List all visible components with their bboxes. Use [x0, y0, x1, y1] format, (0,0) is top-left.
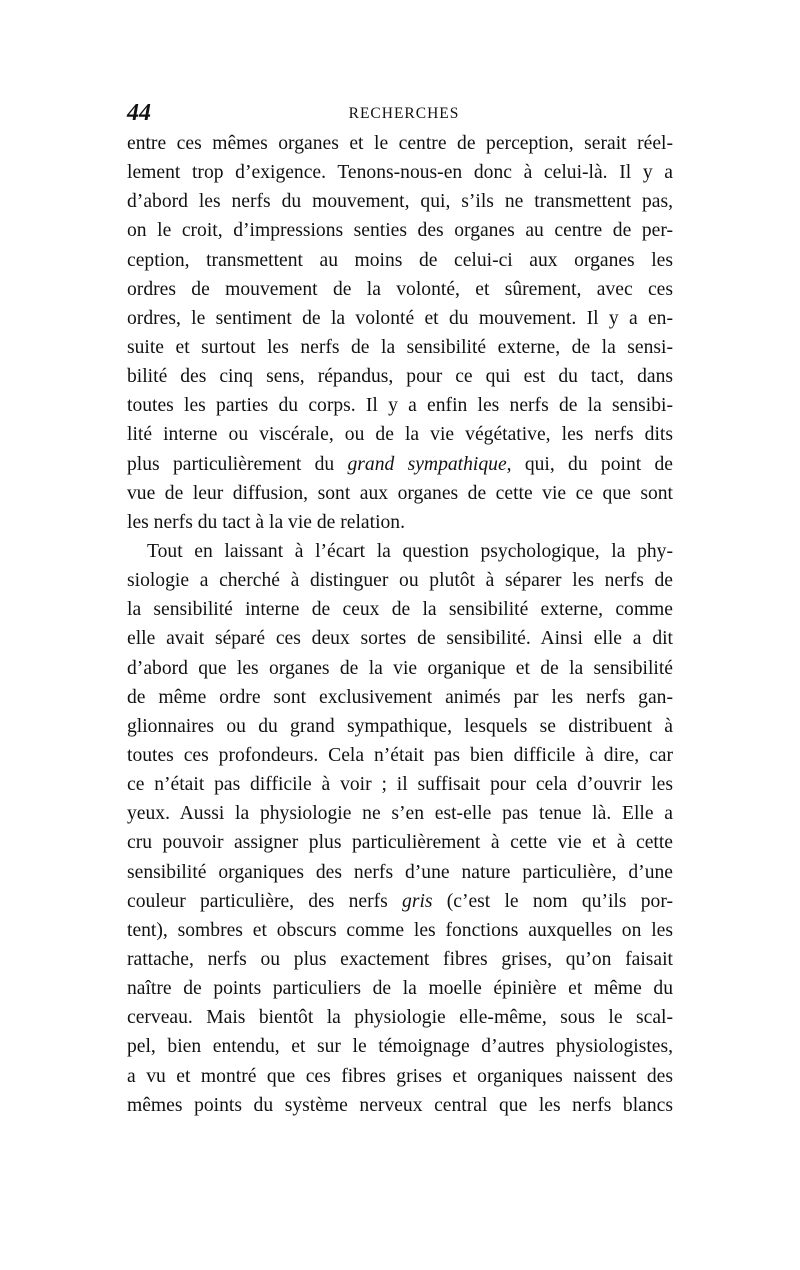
text-line: tent), sombres et obscurs comme les fonctions auxquelles on les	[127, 919, 673, 941]
text-line: vue de leur diffusion, sont aux organes de cette vie ce que sont	[127, 482, 673, 504]
text-line-with-italic	[127, 450, 673, 479]
text-line: lement trop d’exigence. Tenons-nous-en donc à celui-là. Il y a	[127, 162, 673, 184]
text-line: suite et surtout les nerfs de la sensibilité externe, de la sensi-	[127, 336, 673, 358]
text-line: bilité des cinq sens, répandus, pour ce qui est du tact, dans	[127, 366, 673, 388]
text-line: elle avait séparé ces deux sortes de sensibilité. Ainsi elle a dit	[127, 628, 673, 650]
running-head: RECHERCHES	[348, 105, 460, 122]
text-segment: plus particulièrement du	[127, 453, 348, 475]
text-line: sensibilité organiques des nerfs d’une nature particulière, d’une	[127, 861, 673, 883]
text-segment: , qui, du point de	[506, 453, 673, 475]
text-segment: (c’est le nom qu’ils por-	[432, 890, 673, 912]
text-line: mêmes points du système nerveux central que les nerfs blancs	[127, 1094, 673, 1116]
text-line-with-italic	[127, 887, 673, 916]
body-text	[127, 129, 673, 1120]
text-line: ception, transmettent au moins de celui-ci aux organes les	[127, 249, 673, 271]
text-line: yeux. Aussi la physiologie ne s’en est-elle pas tenue là. Elle a	[127, 803, 673, 825]
text-line: lité interne ou viscérale, ou de la vie végétative, les nerfs dits	[127, 424, 673, 446]
text-line: ordres de mouvement de la volonté, et sûrement, avec ces	[127, 278, 673, 300]
italic-term: gris	[402, 890, 433, 912]
text-line: de même ordre sont exclusivement animés par les nerfs gan-	[127, 686, 673, 708]
text-line: la sensibilité interne de ceux de la sensibilité externe, comme	[127, 599, 673, 621]
text-line: cru pouvoir assigner plus particulièrement à cette vie et à cette	[127, 832, 673, 854]
text-line: naître de points particuliers de la moelle épinière et même du	[127, 978, 673, 1000]
page-number: 44	[127, 100, 151, 126]
page-header	[127, 98, 673, 128]
text-line: glionnaires ou du grand sympathique, lesquels se distribuent à	[127, 715, 673, 737]
paragraph-last-line: les nerfs du tact à la vie de relation.	[127, 511, 406, 533]
text-line: d’abord que les organes de la vie organique et de la sensibilité	[127, 657, 673, 679]
text-line: entre ces mêmes organes et le centre de perception, serait réel-	[127, 133, 673, 154]
text-segment: couleur particulière, des nerfs	[127, 890, 403, 912]
text-line: toutes les parties du corps. Il y a enfin les nerfs de la sensibi-	[127, 395, 673, 417]
text-line: ce n’était pas difficile à voir ; il suffisait pour cela d’ouvrir les	[127, 774, 673, 796]
text-line: toutes ces profondeurs. Cela n’était pas bien difficile à dire, car	[127, 744, 673, 766]
italic-term: grand sympathique	[347, 453, 507, 475]
text-line: siologie a cherché à distinguer ou plutôt à séparer les nerfs de	[127, 570, 673, 592]
text-line: cerveau. Mais bientôt la physiologie elle-même, sous le scal-	[127, 1007, 673, 1029]
text-line: a vu et montré que ces fibres grises et organiques naissent des	[127, 1065, 673, 1087]
text-line: on le croit, d’impressions senties des organes au centre de per-	[127, 220, 673, 242]
text-line: d’abord les nerfs du mouvement, qui, s’ils ne transmettent pas,	[127, 191, 673, 213]
text-line: ordres, le sentiment de la volonté et du mouvement. Il y a en-	[127, 307, 673, 329]
paragraph-first-line: Tout en laissant à l’écart la question psychologique, la phy-	[147, 540, 673, 562]
text-line: rattache, nerfs ou plus exactement fibres grises, qu’on faisait	[127, 948, 673, 970]
text-line: pel, bien entendu, et sur le témoignage d’autres physiologistes,	[127, 1036, 673, 1058]
